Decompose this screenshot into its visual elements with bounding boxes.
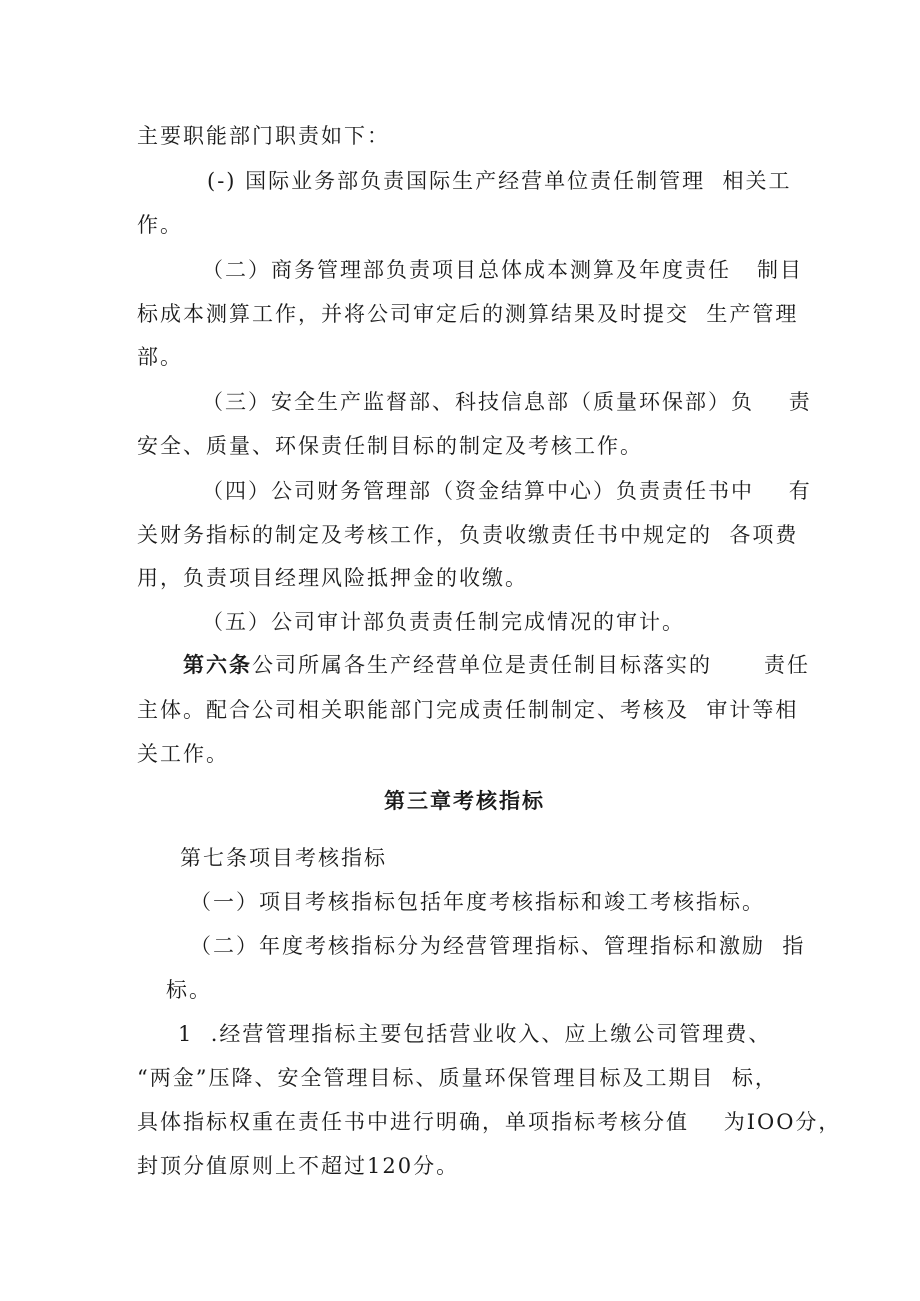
paragraph-line: （五）公司审计部负责责任制完成情况的审计。 xyxy=(202,610,685,634)
paragraph-line: （三）安全生产监督部、科技信息部（质量环保部）负 责 xyxy=(202,390,812,414)
paragraph-line: 关工作。 xyxy=(137,742,229,766)
paragraph-line: （二）商务管理部负责项目总体成本测算及年度责任 制目 xyxy=(202,258,804,282)
paragraph-line: 部。 xyxy=(137,345,183,369)
paragraph-line: “两金”压降、安全管理目标、质量环保管理目标及工期目 标， xyxy=(137,1066,778,1090)
chapter-heading: 第三章考核指标 xyxy=(384,789,545,813)
paragraph-line: （二）年度考核指标分为经营管理指标、管理指标和激励 指 xyxy=(190,934,806,958)
paragraph-line: （一）项目考核指标包括年度考核指标和竣工考核指标。 xyxy=(190,890,765,914)
paragraph-line: （四）公司财务管理部（资金结算中心）负责责任书中 有 xyxy=(202,479,812,503)
paragraph-line: 标。 xyxy=(166,978,212,1002)
paragraph-line: 主体。配合公司相关职能部门完成责任制制定、考核及 审计等相 xyxy=(137,698,799,722)
article-six-text: 公司所属各生产经营单位是责任制目标落实的 责任 xyxy=(252,653,811,677)
paragraph-line: 安全、质量、环保责任制目标的制定及考核工作。 xyxy=(137,434,643,458)
article-six-label: 第六条 xyxy=(183,653,252,677)
paragraph-line: 1 .经营管理指标主要包括营业收入、应上缴公司管理费、 xyxy=(178,1022,772,1046)
paragraph-line: 封顶分值原则上不超过120分。 xyxy=(137,1154,460,1178)
paragraph-line: 标成本测算工作，并将公司审定后的测算结果及时提交 生产管理 xyxy=(137,302,799,326)
paragraph-line: 具体指标权重在责任书中进行明确，单项指标考核分值 为IOO分， xyxy=(137,1110,842,1134)
paragraph-line: 主要职能部门职责如下： xyxy=(137,124,390,148)
paragraph-line: (-) 国际业务部负责国际生产经营单位责任制管理 相关工 xyxy=(207,169,792,193)
paragraph-line: 用，负责项目经理风险抵押金的收缴。 xyxy=(137,566,528,590)
paragraph-line: 关财务指标的制定及考核工作，负责收缴责任书中规定的 各项费 xyxy=(137,523,799,547)
article-heading: 第七条项目考核指标 xyxy=(180,846,387,870)
article-six-line xyxy=(183,651,810,679)
paragraph-line: 作。 xyxy=(137,213,183,237)
